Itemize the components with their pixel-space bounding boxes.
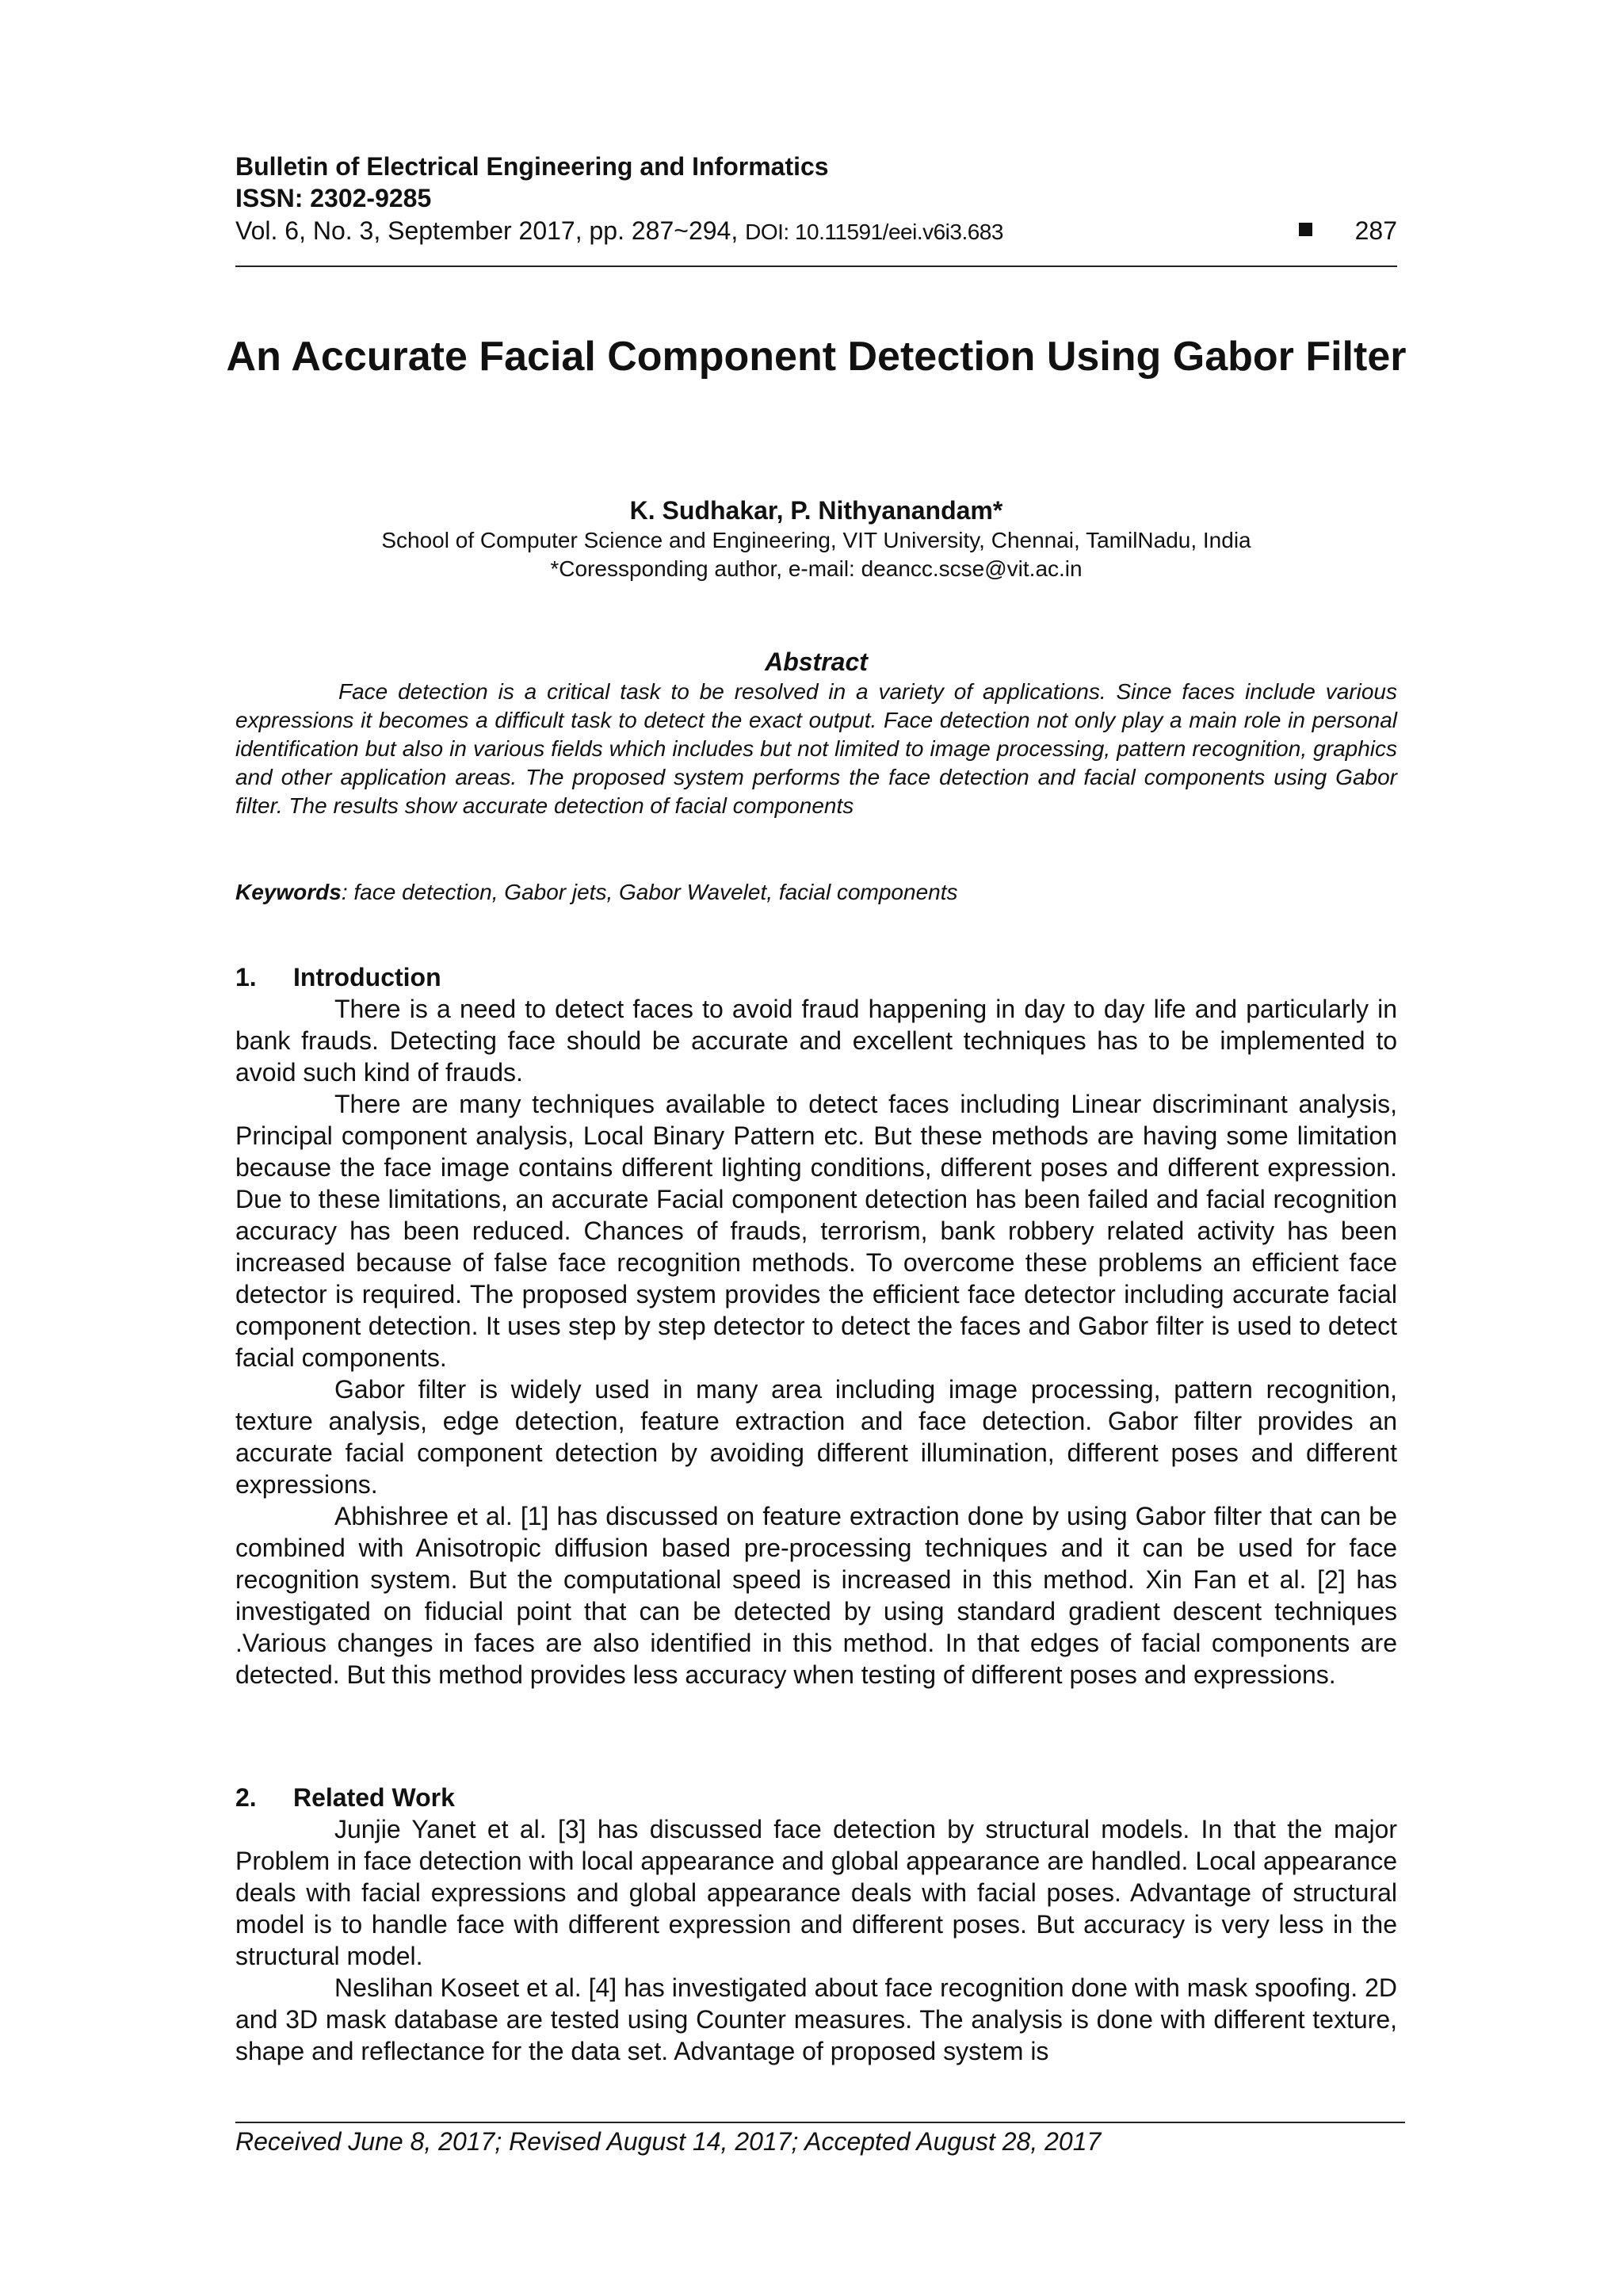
journal-header — [235, 151, 1397, 247]
page-marker — [1299, 214, 1397, 247]
keywords-text: : face detection, Gabor jets, Gabor Wavelet, facial components — [341, 880, 958, 904]
corresponding-author: *Coressponding author, e-mail: deancc.scse@vit.ac.in — [550, 556, 1083, 581]
paragraph: Gabor filter is widely used in many area including image processing, pattern recognition, texture analysis, edge detection, feature extraction and face detection. Gabor filter provides an accurate facial component detection by avoiding different illumination, different poses and different expressions. — [235, 1375, 1397, 1499]
journal-issn: ISSN: 2302-9285 — [235, 184, 432, 212]
section-heading — [235, 961, 1397, 993]
article-title: An Accurate Facial Component Detection Using Gabor Filter — [226, 334, 1407, 380]
submission-dates: Received June 8, 2017; Revised August 14, 2017; Accepted August 28, 2017 — [235, 2127, 1102, 2156]
section-number: 1. — [235, 963, 257, 991]
section-title: Related Work — [293, 1783, 455, 1812]
paragraph: There are many techniques available to detect faces including Linear discriminant analysis, Principal component analysis, Local Binary Pattern etc. But these methods are having some limitation because the face image contains different lighting conditions, different poses and different expression. Due to these limitations, an accurate Facial component detection has been failed and facial recognition accuracy has been reduced. Chances of frauds, terrorism, bank robbery related activity has been increased because of false face recognition methods. To overcome these problems an efficient face detector is required. The proposed system provides the efficient face detector including accurate facial component detection. It uses step by step detector to detect the faces and Gabor filter is used to detect facial components. — [235, 1090, 1397, 1372]
header-divider — [235, 266, 1397, 267]
section-title: Introduction — [293, 963, 441, 991]
footer-divider — [235, 2122, 1405, 2123]
section-related-work — [235, 1782, 1397, 2067]
keywords-label: Keywords — [235, 880, 342, 904]
black-square-icon — [1299, 223, 1312, 236]
section-heading — [235, 1782, 1397, 1813]
abstract-body: Face detection is a critical task to be resolved in a variety of applications. Since faces include various expressions it becomes a difficult task to detect the exact output. Face detection not only play a main role in personal identification but also in various fields which includes but not limited to image processing, pattern recognition, graphics and other application areas. The proposed system performs the face detection and facial components using Gabor filter. The results show accurate detection of facial components — [235, 679, 1397, 818]
journal-doi: DOI: 10.11591/eei.v6i3.683 — [745, 220, 1003, 244]
author-block — [235, 495, 1397, 583]
journal-name: Bulletin of Electrical Engineering and Informatics — [235, 152, 829, 181]
journal-meta-row — [235, 214, 1397, 247]
author-affiliation: School of Computer Science and Engineering, VIT University, Chennai, TamilNadu, India — [381, 528, 1251, 552]
section-number: 2. — [235, 1783, 257, 1812]
paragraph: There is a need to detect faces to avoid fraud happening in day to day life and particularly in bank frauds. Detecting face should be accurate and excellent techniques has to be implemented to avoid such kind of frauds. — [235, 995, 1397, 1087]
abstract-heading: Abstract — [765, 648, 868, 676]
section-introduction — [235, 961, 1397, 1690]
keywords — [235, 878, 1397, 907]
paragraph: Junjie Yanet et al. [3] has discussed face detection by structural models. In that the major Problem in face detection with local appearance and global appearance are handled. Local appearance deals with facial expressions and global appearance deals with facial poses. Advantage of structural model is to handle face with different expression and different poses. But accuracy is very less in the structural model. — [235, 1815, 1397, 1970]
page-number: 287 — [1354, 216, 1397, 245]
paragraph: Abhishree et al. [1] has discussed on feature extraction done by using Gabor filter that can be combined with Anisotropic diffusion based pre-processing techniques and it can be used for face recognition system. But the computational speed is increased in this method. Xin Fan et al. [2] has investigated on fiducial point that can be detected by using standard gradient descent techniques .Various changes in faces are also identified in this method. In that edges of facial components are detected. But this method provides less accuracy when testing of different poses and expressions. — [235, 1502, 1397, 1689]
paragraph: Neslihan Koseet et al. [4] has investigated about face recognition done with mask spoofing. 2D and 3D mask database are tested using Counter measures. The analysis is done with different texture, shape and reflectance for the data set. Advantage of proposed system is — [235, 1973, 1397, 2065]
journal-volume-line — [235, 214, 1003, 249]
journal-volume: Vol. 6, No. 3, September 2017, pp. 287~294, — [235, 216, 746, 245]
author-names: K. Sudhakar, P. Nithyanandam* — [629, 496, 1003, 525]
